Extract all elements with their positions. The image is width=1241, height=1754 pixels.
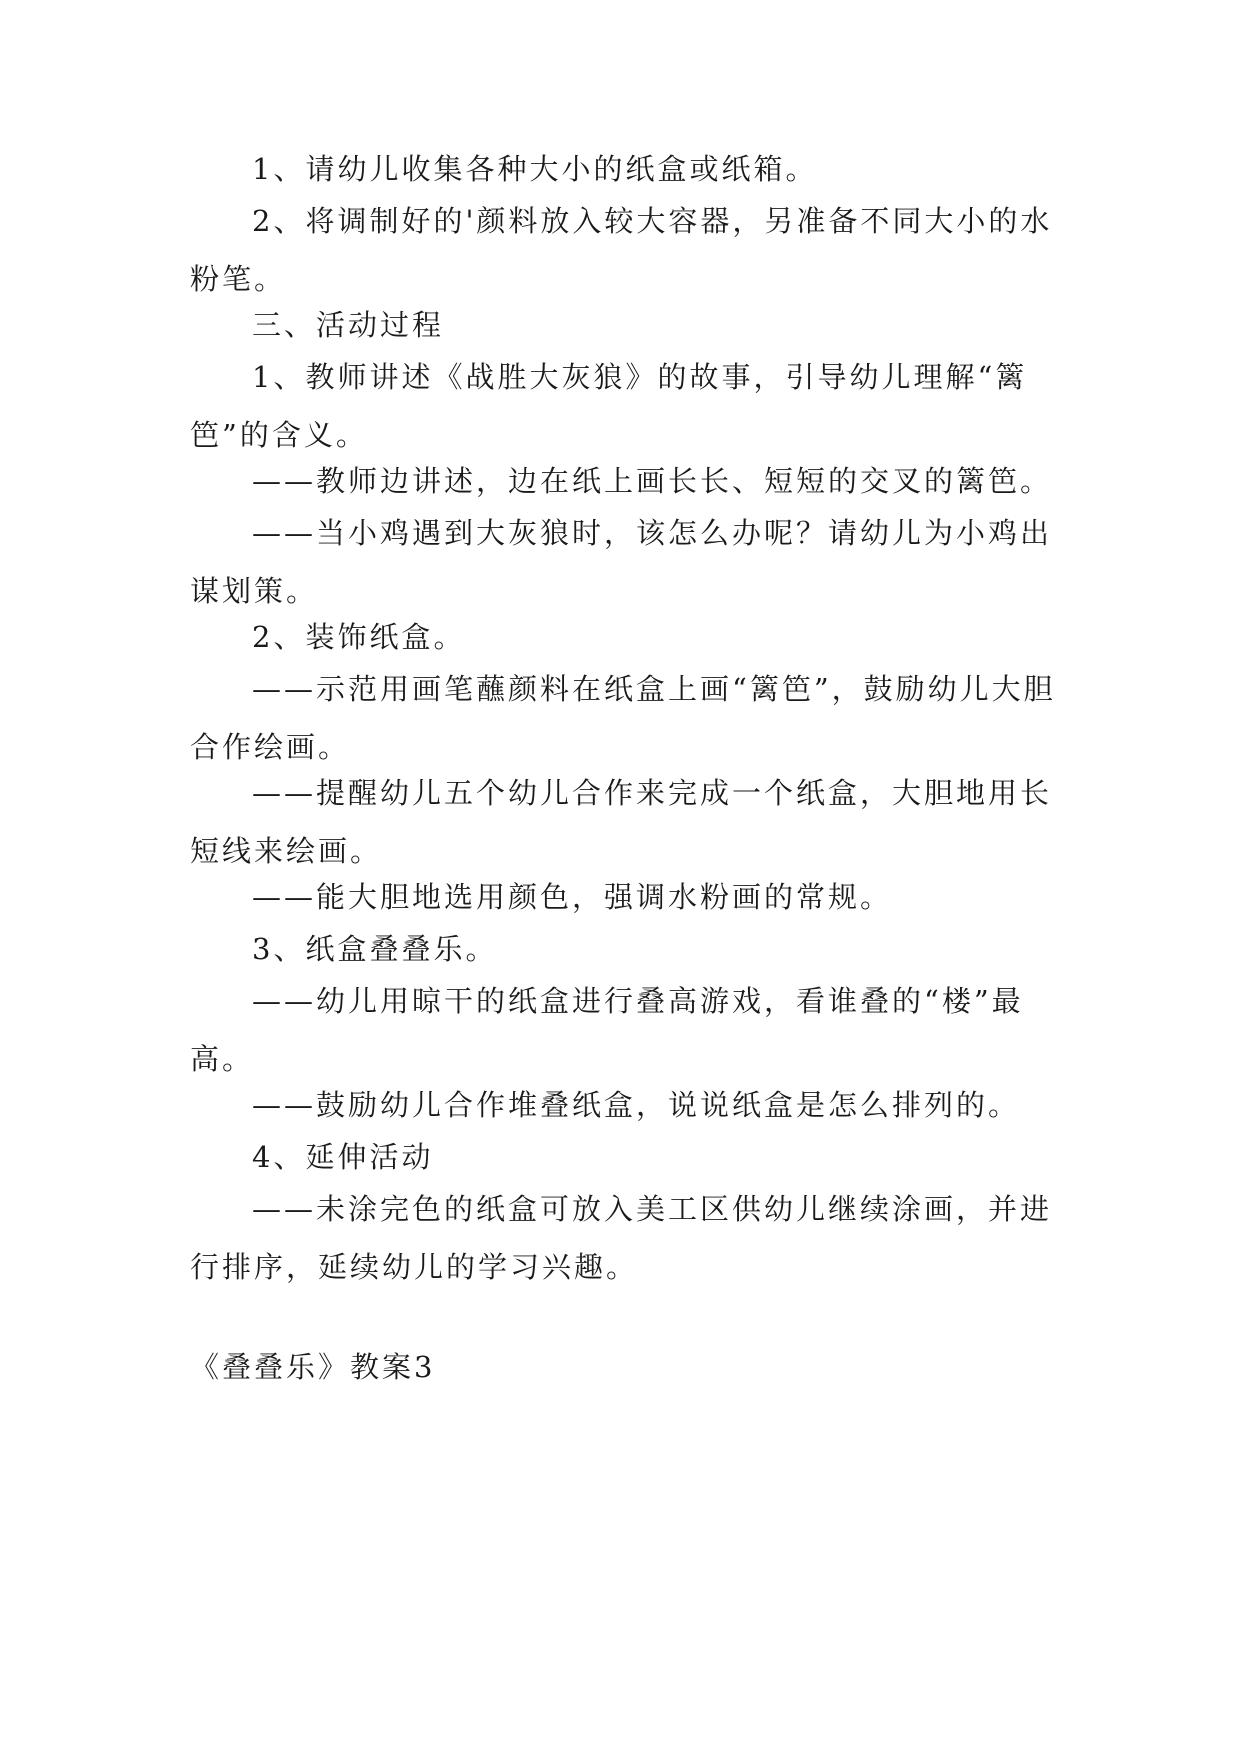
paragraph-2: 2、将调制好的'颜料放入较大容器，另准备不同大小的水粉笔。 [190, 204, 1053, 296]
section-heading: 《叠叠乐》教案3 [190, 1350, 436, 1384]
paragraph-13: ——鼓励幼儿合作堆叠纸盒，说说纸盒是怎么排列的。 [252, 1088, 1021, 1122]
paragraph-11: 3、纸盒叠叠乐。 [252, 932, 498, 966]
paragraph-8: ——示范用画笔蘸颜料在纸盒上画“篱笆”，鼓励幼儿大胆合作绘画。 [190, 672, 1056, 764]
paragraph-12: ——幼儿用晾干的纸盒进行叠高游戏，看谁叠的“楼”最高。 [190, 984, 1024, 1076]
paragraph-6: ——当小鸡遇到大灰狼时，该怎么办呢？请幼儿为小鸡出谋划策。 [190, 516, 1053, 608]
paragraph-4: 1、教师讲述《战胜大灰狼》的故事，引导幼儿理解“篱笆”的含义。 [190, 360, 1028, 452]
paragraph-1: 1、请幼儿收集各种大小的纸盒或纸箱。 [252, 152, 818, 186]
paragraph-9: ——提醒幼儿五个幼儿合作来完成一个纸盒，大胆地用长短线来绘画。 [190, 776, 1053, 868]
paragraph-7: 2、装饰纸盒。 [252, 620, 466, 654]
paragraph-15: ——未涂完色的纸盒可放入美工区供幼儿继续涂画，并进行排序，延续幼儿的学习兴趣。 [190, 1192, 1053, 1284]
paragraph-14: 4、延伸活动 [252, 1140, 434, 1174]
paragraph-10: ——能大胆地选用颜色，强调水粉画的常规。 [252, 880, 893, 914]
paragraph-5: ——教师边讲述，边在纸上画长长、短短的交叉的篱笆。 [252, 464, 1053, 498]
paragraph-3: 三、活动过程 [252, 308, 445, 342]
